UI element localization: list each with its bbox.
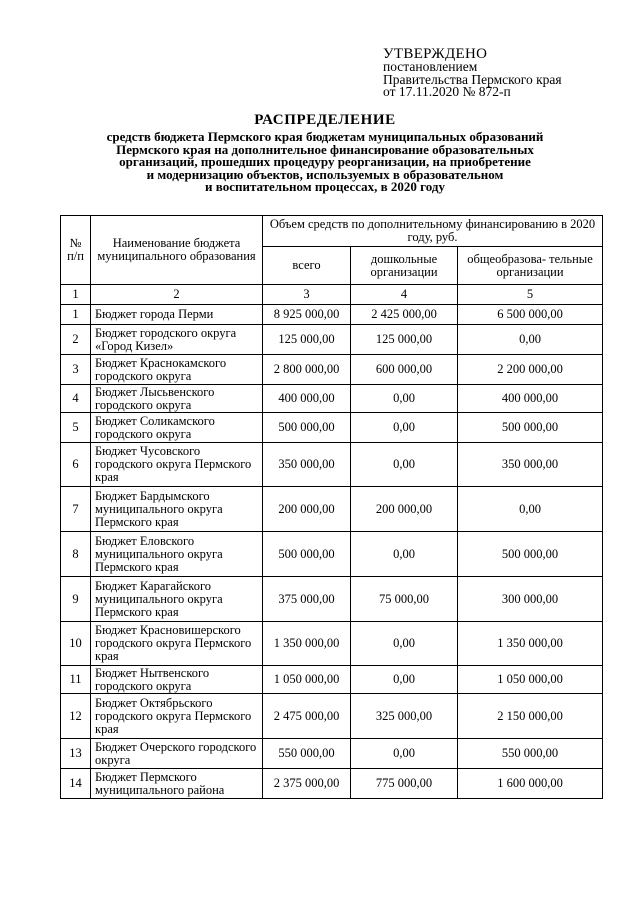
- table-row: [61, 305, 603, 325]
- approval-block: [383, 47, 562, 99]
- table-row: [61, 622, 603, 666]
- index-row: [61, 285, 603, 305]
- document-heading: РАСПРЕДЕЛЕНИЕ: [254, 112, 396, 128]
- row-total: 350 000,00: [263, 443, 351, 487]
- row-number: 12: [61, 694, 91, 739]
- table-row: [61, 666, 603, 694]
- row-budget-name: Бюджет Красновишерского городского округа Пермского края: [91, 622, 263, 666]
- row-number: 9: [61, 577, 91, 622]
- row-preschool: 0,00: [351, 666, 458, 694]
- row-budget-name: Бюджет Краснокамского городского округа: [91, 355, 263, 385]
- row-total: 8 925 000,00: [263, 305, 351, 325]
- row-total: 500 000,00: [263, 532, 351, 577]
- row-number: 14: [61, 769, 91, 799]
- table-row: [61, 532, 603, 577]
- table-row: [61, 577, 603, 622]
- row-number: 3: [61, 355, 91, 385]
- row-budget-name: Бюджет Лысьвенского городского округа: [91, 385, 263, 413]
- header-preschool: дошкольные организации: [351, 247, 458, 285]
- row-preschool: 200 000,00: [351, 487, 458, 532]
- table-row: [61, 487, 603, 532]
- subtitle-line: средств бюджета Пермского края бюджетам муниципальных образований: [106, 129, 544, 144]
- distribution-table: [60, 215, 603, 799]
- row-total: 500 000,00: [263, 413, 351, 443]
- row-preschool: 325 000,00: [351, 694, 458, 739]
- row-general: 500 000,00: [458, 532, 603, 577]
- row-number: 6: [61, 443, 91, 487]
- row-preschool: 125 000,00: [351, 325, 458, 355]
- table-row: [61, 385, 603, 413]
- approval-line: от 17.11.2020 № 872-п: [383, 84, 511, 99]
- header-name: Наименование бюджета муниципального образования: [91, 216, 263, 285]
- table-row: [61, 443, 603, 487]
- row-budget-name: Бюджет Нытвенского городского округа: [91, 666, 263, 694]
- row-preschool: 0,00: [351, 622, 458, 666]
- row-general: 0,00: [458, 487, 603, 532]
- row-total: 550 000,00: [263, 739, 351, 769]
- row-total: 1 050 000,00: [263, 666, 351, 694]
- header-total: всего: [263, 247, 351, 285]
- row-number: 1: [61, 305, 91, 325]
- row-budget-name: Бюджет Октябрьского городского округа Пермского края: [91, 694, 263, 739]
- row-number: 7: [61, 487, 91, 532]
- row-budget-name: Бюджет Бардымского муниципального округа Пермского края: [91, 487, 263, 532]
- row-number: 4: [61, 385, 91, 413]
- row-preschool: 0,00: [351, 385, 458, 413]
- row-budget-name: Бюджет города Перми: [91, 305, 263, 325]
- row-preschool: 0,00: [351, 443, 458, 487]
- row-budget-name: Бюджет Пермского муниципального района: [91, 769, 263, 799]
- subtitle-line: и воспитательном процессах, в 2020 году: [205, 179, 445, 194]
- row-general: 1 050 000,00: [458, 666, 603, 694]
- table-row: [61, 739, 603, 769]
- row-budget-name: Бюджет Еловского муниципального округа Пермского края: [91, 532, 263, 577]
- row-general: 500 000,00: [458, 413, 603, 443]
- row-budget-name: Бюджет Чусовского городского округа Пермского края: [91, 443, 263, 487]
- header-group: Объем средств по дополнительному финансированию в 2020 году, руб.: [263, 216, 603, 247]
- row-number: 2: [61, 325, 91, 355]
- subtitle-line: Пермского края на дополнительное финансирование образовательных: [116, 141, 534, 157]
- document-subtitle: [60, 131, 590, 194]
- row-general: 550 000,00: [458, 739, 603, 769]
- subtitle-line: и модернизацию объектов, используемых в образовательном: [146, 166, 504, 182]
- row-preschool: 600 000,00: [351, 355, 458, 385]
- table-row: [61, 413, 603, 443]
- subtitle-line: организаций, прошедших процедуру реорганизации, на приобретение: [119, 154, 531, 169]
- row-total: 125 000,00: [263, 325, 351, 355]
- index-cell: 3: [263, 285, 351, 305]
- approval-line: Правительства Пермского края: [383, 71, 562, 87]
- row-total: 400 000,00: [263, 385, 351, 413]
- row-general: 400 000,00: [458, 385, 603, 413]
- row-preschool: 0,00: [351, 739, 458, 769]
- row-preschool: 0,00: [351, 413, 458, 443]
- row-preschool: 0,00: [351, 532, 458, 577]
- row-general: 6 500 000,00: [458, 305, 603, 325]
- index-cell: 5: [458, 285, 603, 305]
- header-general: общеобразова- тельные организации: [458, 247, 603, 285]
- row-general: 0,00: [458, 325, 603, 355]
- row-budget-name: Бюджет городского округа «Город Кизел»: [91, 325, 263, 355]
- row-general: 2 200 000,00: [458, 355, 603, 385]
- row-budget-name: Бюджет Очерского городского округа: [91, 739, 263, 769]
- row-number: 10: [61, 622, 91, 666]
- row-total: 2 375 000,00: [263, 769, 351, 799]
- row-general: 1 600 000,00: [458, 769, 603, 799]
- row-preschool: 75 000,00: [351, 577, 458, 622]
- row-preschool: 775 000,00: [351, 769, 458, 799]
- row-number: 8: [61, 532, 91, 577]
- index-cell: 2: [91, 285, 263, 305]
- row-total: 2 475 000,00: [263, 694, 351, 739]
- header-num: № п/п: [61, 216, 91, 285]
- table-row: [61, 694, 603, 739]
- index-cell: 1: [61, 285, 91, 305]
- table-row: [61, 769, 603, 799]
- row-number: 13: [61, 739, 91, 769]
- row-general: 1 350 000,00: [458, 622, 603, 666]
- row-budget-name: Бюджет Карагайского муниципального округа Пермского края: [91, 577, 263, 622]
- row-total: 375 000,00: [263, 577, 351, 622]
- row-number: 11: [61, 666, 91, 694]
- row-general: 2 150 000,00: [458, 694, 603, 739]
- approval-title: УТВЕРЖДЕНО: [383, 46, 488, 62]
- table-row: [61, 325, 603, 355]
- row-budget-name: Бюджет Соликамского городского округа: [91, 413, 263, 443]
- table-row: [61, 355, 603, 385]
- row-general: 350 000,00: [458, 443, 603, 487]
- row-preschool: 2 425 000,00: [351, 305, 458, 325]
- row-number: 5: [61, 413, 91, 443]
- row-general: 300 000,00: [458, 577, 603, 622]
- approval-line: постановлением: [383, 59, 478, 74]
- row-total: 1 350 000,00: [263, 622, 351, 666]
- row-total: 200 000,00: [263, 487, 351, 532]
- index-cell: 4: [351, 285, 458, 305]
- row-total: 2 800 000,00: [263, 355, 351, 385]
